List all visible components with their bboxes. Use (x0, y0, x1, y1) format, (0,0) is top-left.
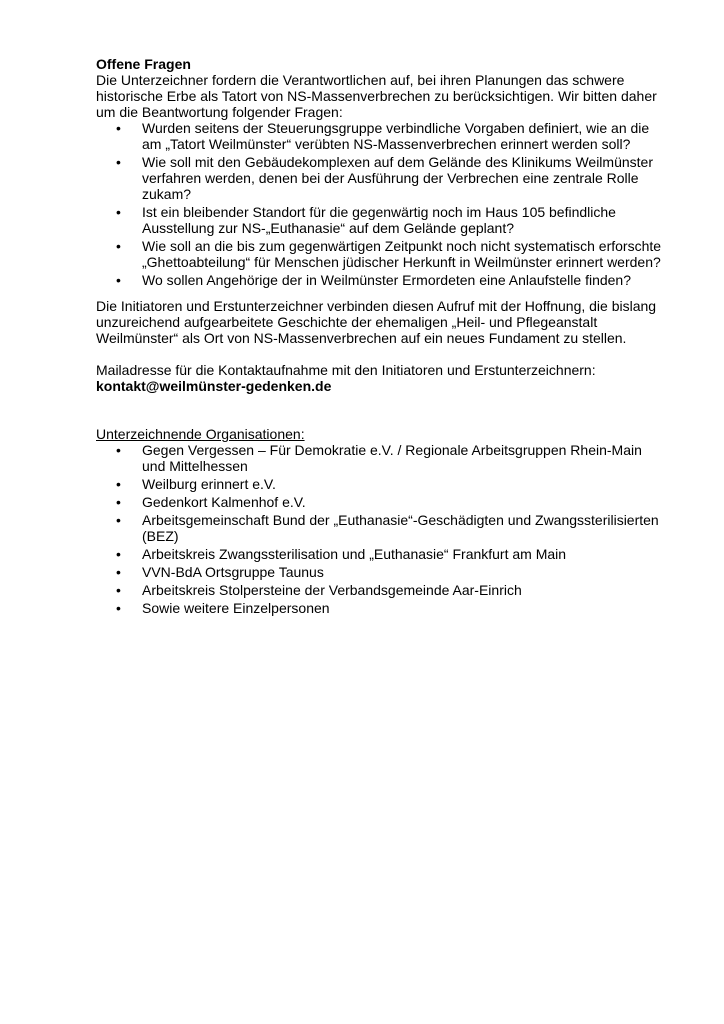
closing-paragraph: Die Initiatoren und Erstunterzeichner verbinden diesen Aufruf mit der Hoffnung, die bislang unzureichend aufgearbeitete Geschichte der ehemaligen „Heil- und Pflegeanstalt Weilmünster“ als Ort von NS-Massenverbrechen auf ein neues Fundament zu stellen. (96, 298, 657, 346)
spacer (96, 346, 666, 362)
list-item: • Wo sollen Angehörige der in Weilmünster Ermordeten eine Anlaufstelle finden? (142, 272, 666, 288)
contact-label: Mailadresse für die Kontaktaufnahme mit den Initiatoren und Erstunterzeichnern: (96, 362, 596, 378)
list-item: • Wurden seitens der Steuerungsgruppe verbindliche Vorgaben definiert, wie an die am „Tatort Weilmünster“ verübten NS-Massenverbrechen erinnert werden soll? (142, 120, 666, 152)
intro-paragraph: Die Unterzeichner fordern die Verantwortlichen auf, bei ihren Planungen das schwere historische Erbe als Tatort von NS-Massenverbrechen zu berücksichtigen. Wir bitten daher um die Beantwortung folgender Fragen: (96, 72, 657, 120)
list-item: • Wie soll mit den Gebäudekomplexen auf dem Gelände des Klinikums Weilmünster verfahren werden, denen bei der Ausführung der Verbrechen eine zentrale Rolle zukam? (142, 154, 666, 202)
list-item: • Arbeitskreis Zwangssterilisation und „Euthanasie“ Frankfurt am Main (142, 546, 666, 562)
section-heading-open-questions: Offene Fragen (96, 56, 191, 72)
contact-email[interactable]: kontakt@weilmünster-gedenken.de (96, 378, 332, 394)
list-item: • Gegen Vergessen – Für Demokratie e.V. / Regionale Arbeitsgruppen Rhein-Main und Mittelhessen (142, 442, 666, 474)
spacer (96, 290, 666, 298)
list-item: • Arbeitsgemeinschaft Bund der „Euthanasie“-Geschädigten und Zwangssterilisierten (BEZ) (142, 512, 666, 544)
questions-list (96, 120, 666, 288)
list-item: • Gedenkort Kalmenhof e.V. (142, 494, 666, 510)
list-item: • Ist ein bleibender Standort für die gegenwärtig noch im Haus 105 befindliche Ausstellung zur NS-„Euthanasie“ auf dem Gelände geplant? (142, 204, 666, 236)
list-item: • Sowie weitere Einzelpersonen (142, 600, 666, 616)
list-item: • Weilburg erinnert e.V. (142, 476, 666, 492)
organizations-heading: Unterzeichnende Organisationen: (96, 426, 305, 442)
list-item: • VVN-BdA Ortsgruppe Taunus (142, 564, 666, 580)
spacer (96, 394, 666, 426)
document-page (96, 56, 666, 618)
organizations-list (96, 442, 666, 616)
list-item: • Arbeitskreis Stolpersteine der Verbandsgemeinde Aar-Einrich (142, 582, 666, 598)
list-item: • Wie soll an die bis zum gegenwärtigen Zeitpunkt noch nicht systematisch erforschte „Ghettoabteilung“ für Menschen jüdischer Herkunft in Weilmünster erinnert werden? (142, 238, 666, 270)
